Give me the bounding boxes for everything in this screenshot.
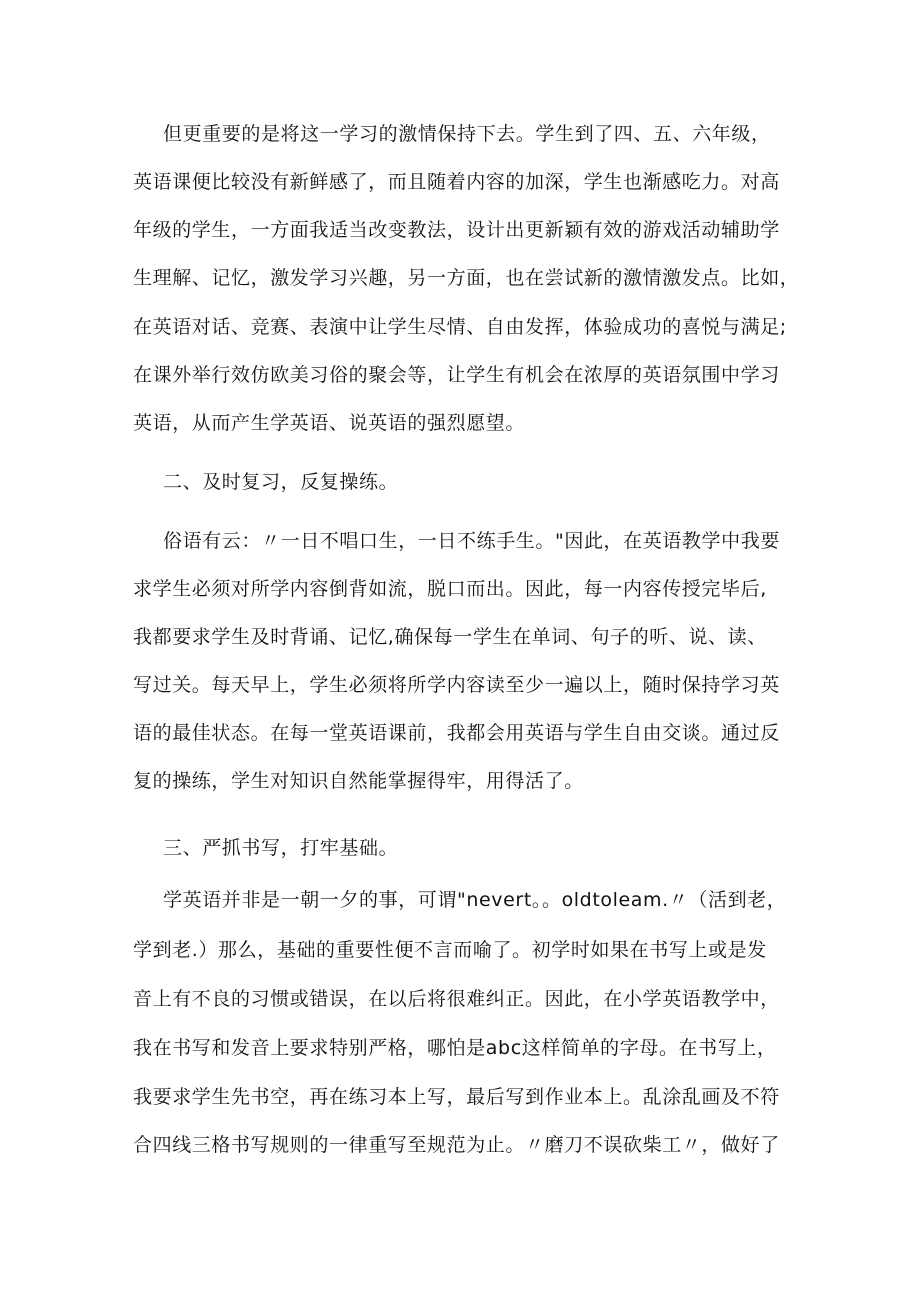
paragraph-3-line-6: 合四线三格书写规则的一律重写至规范为止。〃磨刀不误砍柴工〃，做好了: [133, 1134, 780, 1156]
paragraph-2-line-5: 语的最佳状态。在每一堂英语课前，我都会用英语与学生自由交谈。通过反: [133, 722, 780, 744]
section-heading-3: 三、严抓书写，打牢基础。: [163, 837, 399, 859]
paragraph-3-line-1: 学英语并非是一朝一夕的事，可谓"nevert。。oldtoleam.〃（活到老，: [163, 889, 787, 911]
paragraph-1-line-3: 年级的学生，一方面我适当改变教法，设计出更新颖有效的游戏活动辅助学: [133, 219, 780, 241]
paragraph-3-line-2: 学到老.）那么，基础的重要性便不言而喻了。初学时如果在书写上或是发: [133, 939, 767, 961]
paragraph-1-line-1: 但更重要的是将这一学习的激情保持下去。学生到了四、五、六年级，: [163, 123, 771, 145]
paragraph-1-line-2: 英语课便比较没有新鲜感了，而且随着内容的加深，学生也渐感吃力。对高: [133, 171, 780, 193]
paragraph-3-line-3: 音上有不良的习惯或错误，在以后将很难纠正。因此，在小学英语教学中，: [133, 988, 780, 1010]
paragraph-1-line-4: 生理解、记忆，激发学习兴趣，另一方面，也在尝试新的激情激发点。比如，: [133, 267, 800, 289]
paragraph-1-line-7: 英语，从而产生学英语、说英语的强烈愿望。: [133, 412, 526, 434]
paragraph-2-line-4: 写过关。每天早上，学生必须将所学内容读至少一遍以上，随时保持学习英: [133, 674, 780, 696]
paragraph-3-line-5: 我要求学生先书空，再在练习本上写，最后写到作业本上。乱涂乱画及不符: [133, 1086, 780, 1108]
paragraph-2-line-3: 我都要求学生及时背诵、记忆,确保每一学生在单词、句子的听、说、读、: [133, 626, 767, 648]
paragraph-1-line-5: 在英语对话、竞赛、表演中让学生尽情、自由发挥，体验成功的喜悦与满足;: [133, 316, 787, 338]
paragraph-2-line-2: 求学生必须对所学内容倒背如流，脱口而出。因此，每一内容传授完毕后,: [133, 578, 767, 600]
paragraph-2-line-1: 俗语有云：〃一日不唱口生，一日不练手生。"因此，在英语教学中我要: [163, 530, 780, 552]
paragraph-1-line-6: 在课外举行效仿欧美习俗的聚会等，让学生有机会在浓厚的英语氛围中学习: [133, 364, 780, 386]
paragraph-3-line-4: 我在书写和发音上要求特别严格，哪怕是abc这样简单的字母。在书写上，: [133, 1037, 777, 1059]
paragraph-2-line-6: 复的操练，学生对知识自然能掌握得牢，用得活了。: [133, 770, 584, 792]
section-heading-2: 二、及时复习，反复操练。: [163, 471, 399, 493]
